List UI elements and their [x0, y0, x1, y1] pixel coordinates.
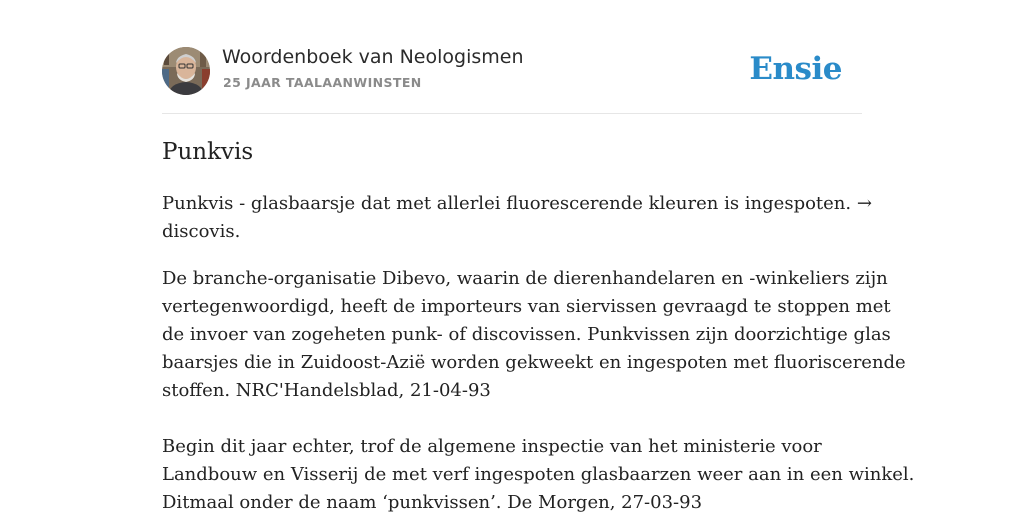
- discovis-link[interactable]: discovis.: [162, 221, 241, 242]
- citation-line: Begin dit jaar echter, trof de algemene inspectie van het ministerie voor: [162, 436, 822, 457]
- entry-definition: [162, 190, 872, 246]
- header-divider: [162, 113, 862, 114]
- ensie-logo-link[interactable]: Ensie: [749, 51, 842, 87]
- site-title[interactable]: Woordenboek van Neologismen: [222, 46, 524, 68]
- citation-line: De branche-organisatie Dibevo, waarin de dierenhandelaren en -winkeliers zijn: [162, 268, 888, 289]
- site-subtitle: 25 JAAR TAALAANWINSTEN: [223, 75, 422, 90]
- entry-title: Punkvis: [162, 139, 254, 165]
- author-portrait-icon: [162, 47, 210, 95]
- site-header: [162, 46, 862, 96]
- definition-line: Punkvis - glasbaarsje dat met allerlei fluorescerende kleuren is ingespoten. →: [162, 193, 872, 214]
- avatar[interactable]: [162, 47, 210, 95]
- citation-de-morgen: [162, 433, 915, 512]
- citation-line: baarsjes die in Zuidoost-Azië worden gekweekt en ingespoten met fluoriscerende: [162, 352, 906, 373]
- citation-line: de invoer van zogeheten punk- of discovissen. Punkvissen zijn doorzichtige glas: [162, 324, 891, 345]
- entry-article: [162, 136, 915, 512]
- citation-nrc: [162, 265, 906, 405]
- citation-line: Landbouw en Visserij de met verf ingespoten glasbaarzen weer aan in een winkel.: [162, 464, 915, 485]
- citation-line: vertegenwoordigd, heeft de importeurs van siervissen gevraagd te stoppen met: [162, 296, 891, 317]
- citation-line: Ditmaal onder de naam ‘punkvissen’. De Morgen, 27-03-93: [162, 492, 703, 512]
- citation-line: stoffen. NRC'Handelsblad, 21-04-93: [162, 380, 491, 401]
